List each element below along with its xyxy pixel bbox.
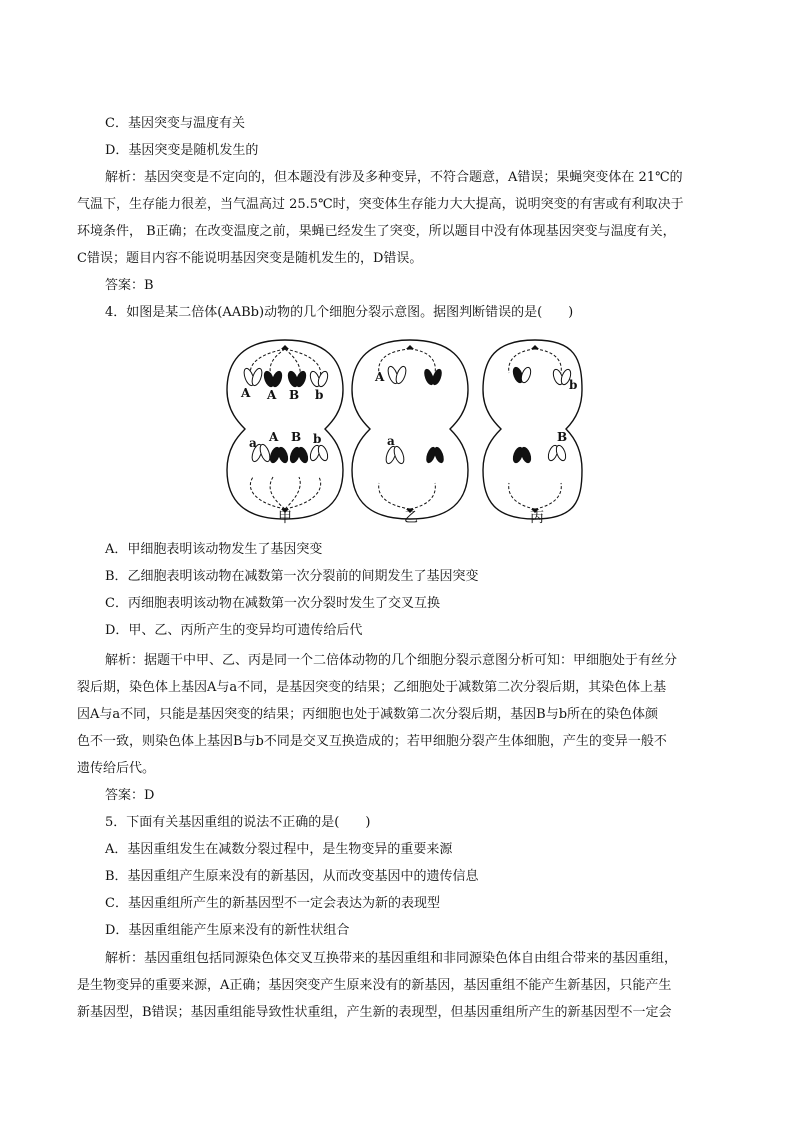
q4-analysis-line: 解析：据题干中甲、乙、丙是同一个二倍体动物的几个细胞分裂示意图分析可知：甲细胞处于有丝分 (105, 653, 678, 668)
cell-jia-outline (227, 340, 343, 519)
gene-label: b (315, 388, 324, 402)
q5-option-d: D．基因重组能产生原来没有的新性状组合 (105, 923, 350, 938)
gene-label: A (241, 386, 251, 400)
q3-analysis-line: 解析：基因突变是不定向的，但本题没有涉及多种变异，不符合题意，A错误；果蝇突变体在 21℃的 (105, 170, 683, 185)
q5-option-c: C．基因重组所产生的新基因型不一定会表达为新的表现型 (105, 896, 440, 911)
gene-label: A (269, 430, 279, 444)
q4-analysis-line: 因A与a不同，只能是基因突变的结果；丙细胞也处于减数第二次分裂后期，基因B与b所在的染色体颜 (77, 707, 659, 722)
cell-division-figure (225, 337, 585, 532)
gene-label: a (387, 434, 395, 448)
q3-option-c: C．基因突变与温度有关 (105, 116, 245, 131)
q5-option-b: B．基因重组产生原来没有的新基因，从而改变基因中的遗传信息 (105, 869, 479, 884)
q4-analysis-line: 遗传给后代。 (77, 761, 156, 776)
q3-analysis-line: 环境条件， B正确；在改变温度之前，果蝇已经发生了突变，所以题目中没有体现基因突变与温度有关， (77, 224, 676, 239)
q3-analysis-line: C错误；题目内容不能说明基因突变是随机发生的，D错误。 (77, 251, 423, 266)
gene-label: b (569, 378, 578, 392)
q4-stem: 4．如图是某二倍体(AABb)动物的几个细胞分裂示意图。据图判断错误的是( ) (105, 305, 574, 320)
q3-analysis-line: 气温下，生存能力很差，当气温高过 25.5℃时，突变体生存能力大大提高，说明突变的有害或有利取决于 (77, 197, 684, 212)
q4-option-a: A．甲细胞表明该动物发生了基因突变 (105, 542, 323, 557)
q5-stem: 5．下面有关基因重组的说法不正确的是( ) (105, 815, 371, 830)
q4-option-c: C．丙细胞表明该动物在减数第一次分裂时发生了交叉互换 (105, 596, 440, 611)
caption-yi: 乙 (404, 510, 418, 526)
q3-answer: 答案：B (105, 278, 154, 293)
gene-label: B (289, 388, 300, 402)
gene-label: b (313, 432, 322, 446)
caption-jia: 甲 (278, 510, 292, 526)
q4-analysis-line: 色不一致，则染色体上基因B与b不同是交叉互换造成的；若甲细胞分裂产生体细胞，产生的变异一般不 (77, 734, 667, 749)
gene-label: A (375, 370, 385, 384)
q5-analysis-line: 是生物变异的重要来源，A正确；基因突变产生原来没有的新基因，基因重组不能产生新基因，只能产生 (77, 978, 672, 993)
q4-option-b: B．乙细胞表明该动物在减数第一次分裂前的间期发生了基因突变 (105, 569, 479, 584)
gene-label: B (291, 430, 302, 444)
cell-yi-outline (352, 340, 468, 519)
gene-label: a (249, 436, 257, 450)
q5-analysis-line: 解析：基因重组包括同源染色体交叉互换带来的基因重组和非同源染色体自由组合带来的基因重组， (105, 951, 678, 966)
caption-bing: 丙 (530, 510, 544, 526)
q4-analysis-line: 裂后期，染色体上基因A与a不同，是基因突变的结果；乙细胞处于减数第二次分裂后期，其染色体上基 (77, 680, 667, 695)
q4-option-d: D．甲、乙、丙所产生的变异均可遗传给后代 (105, 623, 363, 638)
q5-analysis-line: 新基因型，B错误；基因重组能导致性状重组，产生新的表现型，但基因重组所产生的新基因型不一定会 (77, 1005, 672, 1020)
q4-answer: 答案：D (105, 788, 155, 803)
gene-label: A (267, 388, 277, 402)
gene-label: B (557, 430, 568, 444)
q3-option-d: D．基因突变是随机发生的 (105, 143, 259, 158)
q5-option-a: A．基因重组发生在减数分裂过程中，是生物变异的重要来源 (105, 842, 453, 857)
